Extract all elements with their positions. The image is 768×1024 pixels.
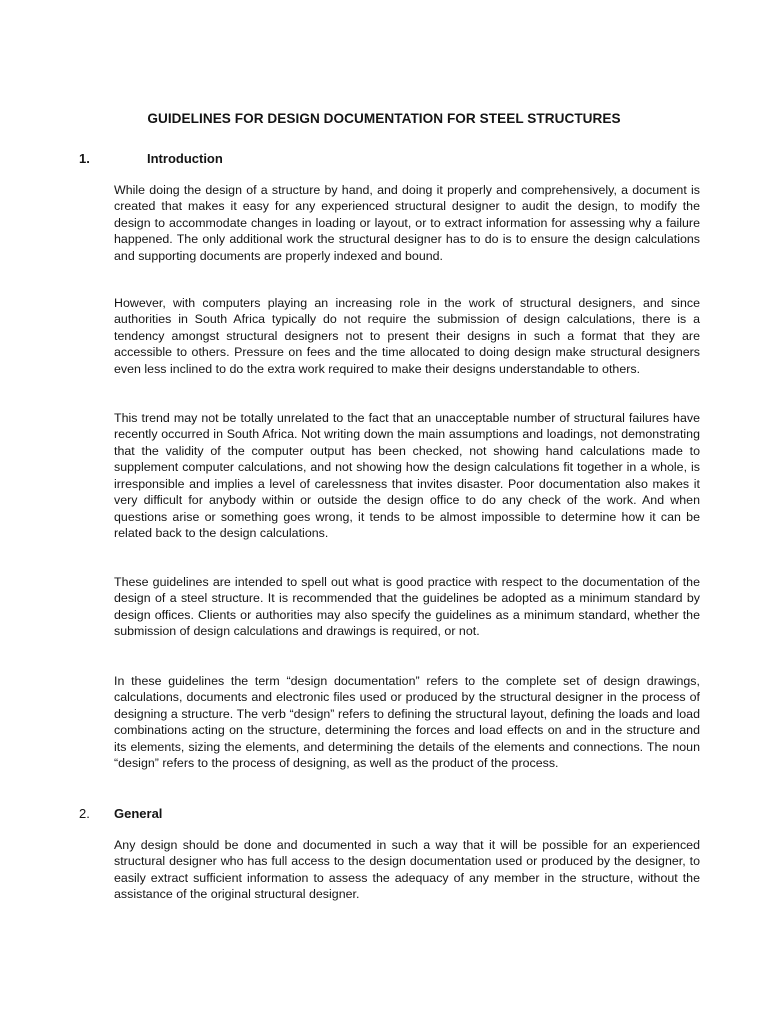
paragraph: These guidelines are intended to spell out what is good practice with respect to the documentation of the design of a steel structure. It is recommended that the guidelines be adopted as a minimum standard by design offices. Clients or authorities may also specify the guidelines as a minimum standard, whether the submission of design calculations and drawings is required, or not. <box>114 575 700 639</box>
section-title: General <box>114 806 163 821</box>
document-title: GUIDELINES FOR DESIGN DOCUMENTATION FOR STEEL STRUCTURES <box>147 111 621 126</box>
paragraph: This trend may not be totally unrelated to the fact that an unacceptable number of structural failures have recently occurred in South Africa. Not writing down the main assumptions and loadings, not demonstrating that the validity of the computer output has been checked, not showing hand calculations made to supplement computer calculations, and not showing how the design calculations fit together in a whole, is irresponsible and implies a level of carelessness that invites disaster. Poor documentation also makes it very difficult for anybody within or outside the design office to do any check of the work. And when questions arise or something goes wrong, it tends to be almost impossible to determine how it can be related back to the design calculations. <box>114 411 700 541</box>
paragraph: While doing the design of a structure by hand, and doing it properly and comprehensively, a document is created that makes it easy for any experienced structural designer to audit the design, to modify the design to accommodate changes in loading or layout, or to extract information for assessing why a failure happened. The only additional work the structural designer has to do is to ensure the design calculations and supporting documents are properly indexed and bound. <box>114 183 700 263</box>
paragraph: In these guidelines the term “design documentation” refers to the complete set of design drawings, calculations, documents and electronic files used or produced by the structural designer in the process of designing a structure. The verb “design” refers to defining the structural layout, defining the loads and load combinations acting on the structure, determining the forces and load effects on and in the structure and its elements, sizing the elements, and determining the details of the elements and connections. The noun “design” refers to the process of designing, as well as the product of the process. <box>114 674 700 771</box>
section-title: Introduction <box>147 151 223 166</box>
section-number: 1. <box>79 151 90 166</box>
paragraph: Any design should be done and documented in such a way that it will be possible for an experienced structural designer who has full access to the design documentation used or produced by the designer, to easily extract sufficient information to assess the adequacy of any member in the structure, without the assistance of the original structural designer. <box>114 838 700 902</box>
paragraph: However, with computers playing an increasing role in the work of structural designers, and since authorities in South Africa typically do not require the submission of design calculations, there is a tendency amongst structural designers not to present their designs in such a format that they are accessible to others. Pressure on fees and the time allocated to doing design make structural designers even less inclined to do the extra work required to make their designs understandable to others. <box>114 296 700 376</box>
section-heading-introduction <box>79 150 223 167</box>
section-heading-general <box>79 805 163 822</box>
section-number: 2. <box>79 806 90 821</box>
